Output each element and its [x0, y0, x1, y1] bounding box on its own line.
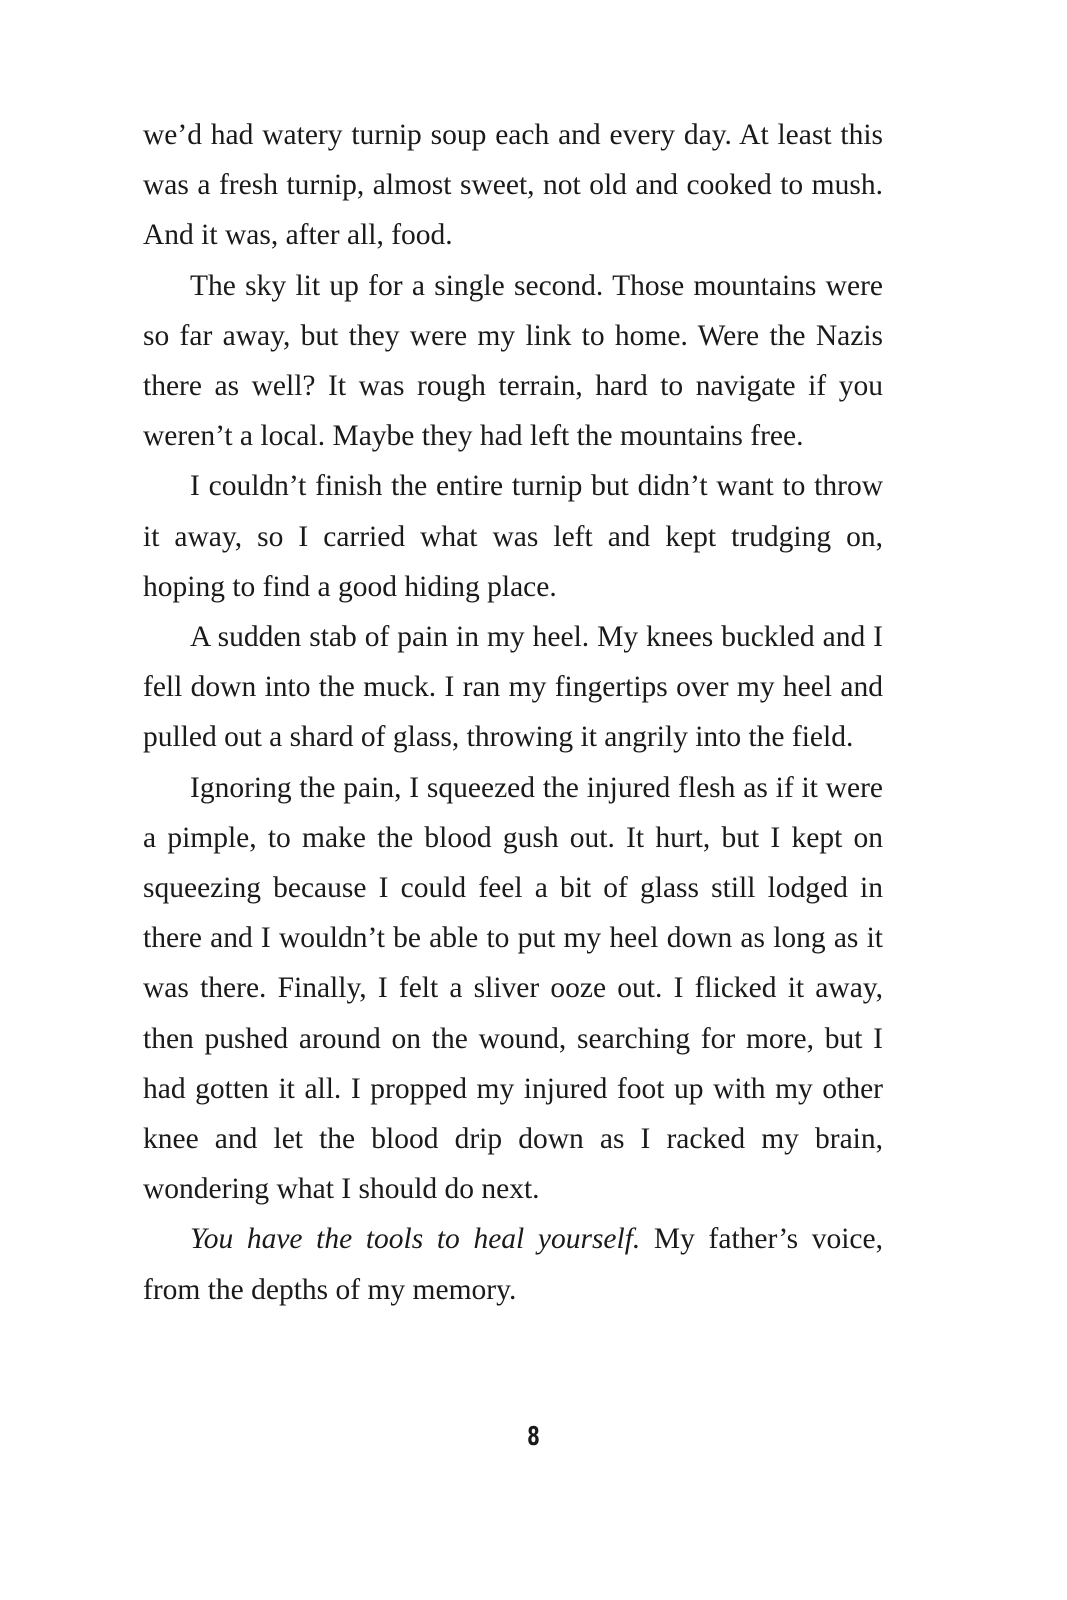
paragraph-text: Ignoring the pain, I squeezed the injured flesh as if it were a pimple, to make the blood gush out. It hurt, but I kept on squeezing because I could feel a bit of glass still lodged in there and I wouldn’t be able to put my heel down as long as it was there. Finally, I felt a sliver ooze out. I flicked it away, then pushed around on the wound, searching for more, but I had gotten it all. I propped my injured foot up with my other knee and let the blood drip down as I racked my brain, wondering what I should do next.	[143, 771, 883, 1206]
paragraph-text: The sky lit up for a single second. Those mountains were so far away, but they were my link to home. Were the Nazis there as well? It was rough terrain, hard to navigate if you weren’t a local. Maybe they had left the mountains free.	[143, 269, 883, 453]
body-text	[143, 110, 883, 1315]
paragraph	[143, 1214, 883, 1314]
italic-quote: You have the tools to heal yourself.	[190, 1223, 641, 1256]
paragraph-text: I couldn’t finish the entire turnip but didn’t want to throw it away, so I carried what was left and kept trudging on, hoping to find a good hiding place.	[143, 470, 883, 603]
paragraph-text: we’d had watery turnip soup each and every day. At least this was a fresh turnip, almost sweet, not old and cooked to mush. And it was, after all, food.	[143, 119, 883, 252]
paragraph	[143, 461, 883, 612]
paragraph	[143, 110, 883, 261]
paragraph	[143, 612, 883, 763]
paragraph-text: A sudden stab of pain in my heel. My knees buckled and I fell down into the muck. I ran my fingertips over my heel and pulled out a shard of glass, throwing it angrily into the field.	[143, 621, 883, 754]
page-number: 8	[527, 1422, 540, 1452]
paragraph	[143, 261, 883, 462]
paragraph-text: My father’s voice, from the depths of my memory.	[143, 1223, 883, 1306]
paragraph	[143, 763, 883, 1215]
